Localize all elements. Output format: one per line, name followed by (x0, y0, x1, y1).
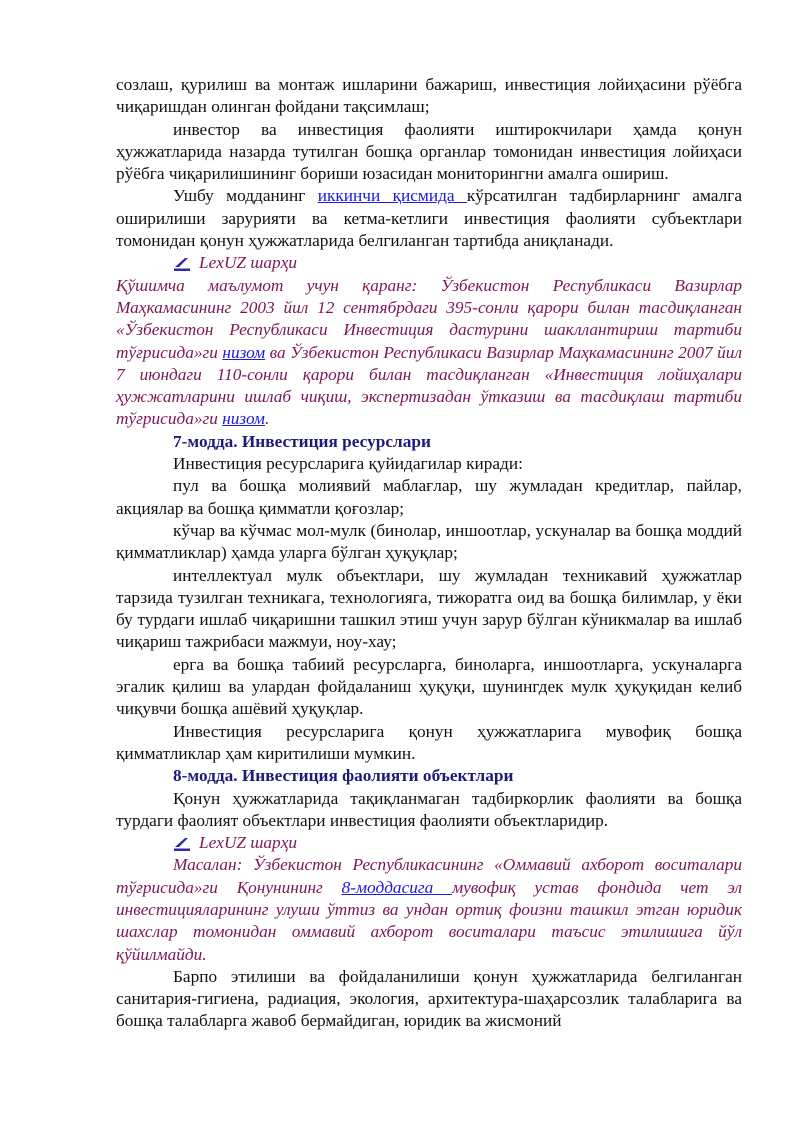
paragraph-3 (116, 185, 742, 252)
paragraph-2: инвестор ва инвестиция фаолияти иштирокчилари ҳамда қонун ҳужжатларида назарда тутилган бошқа органлар томонидан инвестиция лойиҳаси рўёбга чиқарилишининг бориши юзасидан мониторингни амалга ошириш. (116, 119, 742, 184)
article-7-item: кўчар ва кўчмас мол-мулк (бинолар, иншоотлар, ускуналар ва бошқа моддий қимматликлар) ҳамда уларга бўлган ҳуқуқлар; (116, 520, 742, 563)
article-7-item: Инвестиция ресурсларига қуйидагилар киради: (173, 454, 523, 474)
lexuz-comment-text-2 (116, 854, 742, 965)
lexuz-comment-label-2[interactable] (116, 832, 742, 854)
article-7-item: пул ва бошқа молиявий маблағлар, шу жумладан кредитлар, пайлар, акциялар ва бошқа қимматли қоғозлар; (116, 476, 742, 518)
article-7-item: ерга ва бошқа табиий ресурсларга, биноларга, иншоотларга, ускуналарга эгалик қилиш ва улардан фойдаланиш ҳуқуқи, шунингдек мулк ҳуқуқидан келиб чиқувчи бошқа ашёвий ҳуқуқлар. (116, 654, 742, 719)
paragraph-last: Барпо этилиши ва фойдаланилиши қонун ҳужжатларида белгиланган санитария-гигиена, радиация, экология, архитектура-шаҳарсозлик талабларига ва бошқа талабларга жавоб бермайдиган, юридик ва жисмоний (116, 966, 742, 1031)
comment-1-text-b: ва Ўзбекистон Республикаси Вазирлар Маҳкамасининг 2007 йил 7 июндаги 110-сонли қарори билан тасдиқланган «Инвестиция лойиҳалари ҳужжатларини ишлаб чиқиш, экспертизадан ўтказиш ва тасдиқлаш тартиби тўғрисида»ги (116, 342, 742, 429)
link-article-8[interactable]: 8-моддасига (341, 877, 453, 897)
article-7-item: Инвестиция ресурсларига қонун ҳужжатларига мувофиқ бошқа қимматликлар ҳам киритилиши мумкин. (116, 721, 742, 763)
article-8-title: 8-модда. Инвестиция фаолияти объектлари (173, 766, 514, 786)
article-7-item: интеллектуал мулк объектлари, шу жумладан техникавий ҳужжатлар тарзида тузилган техникага, технологияга, тижоратга оид ва бошқа билимлар, у ёки бу турдаги ишлаб чиқаришни ташкил этиш учун зарур бўлган кўникмалар ва ишлаб чиқариш тажрибаси мажмуи, ноу-хау; (116, 565, 742, 652)
lexuz-comment-label-text: LexUZ шарҳи (199, 253, 298, 273)
paragraph-3-text-a: Ушбу модданинг (173, 186, 318, 206)
comment-1-text-a: Қўшимча маълумот учун қаранг: Ўзбекистон Республикаси Вазирлар Маҳкамасининг 2003 йил 12 сентябрдаги 395-сонли қарори билан тасдиқланган «Ўзбекистон Республикаси Инвестиция дастурини шакллантириш тартиби тўғрисида»ги (116, 275, 742, 362)
lexuz-comment-icon (173, 256, 191, 271)
link-nizom-1[interactable]: низом (222, 342, 266, 362)
link-nizom-2[interactable]: низом (222, 409, 265, 429)
comment-1-text-c: . (264, 409, 270, 429)
lexuz-comment-label-1[interactable] (116, 252, 742, 274)
lexuz-comment-label-text: LexUZ шарҳи (199, 833, 298, 853)
link-second-part[interactable]: иккинчи қисмида (317, 186, 467, 206)
paragraph-3-text-b: кўрсатилган тадбирларнинг амалга оширилиши зарурияти ва кетма-кетлиги инвестиция фаолияти субъектлари томонидан қонун ҳужжатларида белгиланган тартибда аниқланади. (116, 186, 743, 251)
comment-2-text-a: Масалан: Ўзбекистон Республикасининг «Оммавий ахборот воситалари тўғрисида»ги Қонунининг (116, 855, 742, 897)
lexuz-comment-icon (173, 836, 191, 851)
article-8-text: Қонун ҳужжатларида тақиқланмаган тадбиркорлик фаолияти ва бошқа турдаги фаолият объектлари инвестиция фаолияти объектларидир. (116, 788, 742, 830)
lexuz-comment-text-1 (116, 275, 742, 431)
article-7-title: 7-модда. Инвестиция ресурслари (173, 431, 431, 451)
paragraph-1: созлаш, қурилиш ва монтаж ишларини бажариш, инвестиция лойиҳасини рўёбга чиқаришдан олинган фойдани тақсимлаш; (116, 75, 742, 117)
comment-2-text-b: мувофиқ устав фондида чет эл инвестицияларининг улуши ўттиз ва ундан ортиқ фоизни ташкил этган юридик шахслар томонидан оммавий ахборот воситалари таъсис этилишига йўл қўйилмайди. (116, 877, 742, 964)
